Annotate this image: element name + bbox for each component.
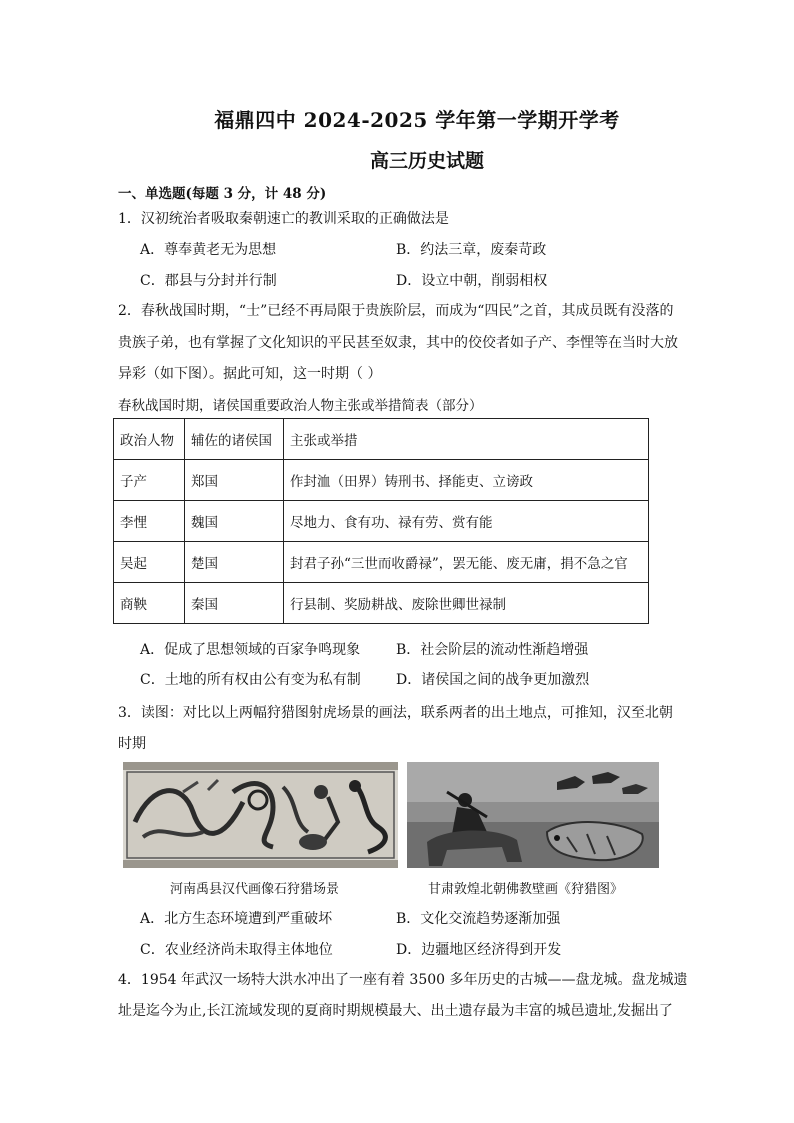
q1-option-a: A．尊奉黄老无为思想	[140, 242, 277, 258]
table-row	[114, 542, 649, 583]
q1-option-d: D．设立中朝，削弱相权	[396, 273, 548, 289]
q2-option-d: D．诸侯国之间的战争更加激烈	[396, 672, 590, 688]
politics-table	[113, 418, 649, 624]
q3-option-c: C．农业经济尚未取得主体地位	[140, 942, 333, 958]
section-heading: 一、单选题(每题 3 分，计 48 分)	[118, 186, 327, 202]
table-cell: 吴起	[114, 542, 185, 583]
table-cell: 李悝	[114, 501, 185, 542]
table-cell: 秦国	[185, 583, 284, 624]
table-header-cell: 辅佐的诸侯国	[185, 419, 284, 460]
q2-stem-line-2: 贵族子弟，也有掌握了文化知识的平民甚至奴隶，其中的佼佼者如子产、李悝等在当时大放	[118, 335, 678, 351]
table-header-cell: 政治人物	[114, 419, 185, 460]
q1-option-b: B．约法三章，废秦苛政	[396, 242, 547, 258]
stone-relief-hunting-image	[123, 762, 398, 868]
caption-dunhuang-mural: 甘肃敦煌北朝佛教壁画《狩猎图》	[428, 882, 624, 897]
q2-table-caption: 春秋战国时期，诸侯国重要政治人物主张或举措简表（部分）	[118, 398, 483, 414]
table-cell: 魏国	[185, 501, 284, 542]
q2-option-a: A．促成了思想领域的百家争鸣现象	[140, 642, 361, 658]
q2-stem-line-1: 2．春秋战国时期，“士”已经不再局限于贵族阶层，而成为“四民”之首，其成员既有没落的	[118, 303, 674, 319]
table-row	[114, 460, 649, 501]
exam-subtitle: 高三历史试题	[369, 150, 484, 172]
exam-title: 福鼎四中 2024-2025 学年第一学期开学考	[214, 108, 620, 132]
table-cell: 尽地力、食有功、禄有劳、赏有能	[284, 501, 649, 542]
table-cell: 郑国	[185, 460, 284, 501]
table-cell: 子产	[114, 460, 185, 501]
table-header-cell: 主张或举措	[284, 419, 649, 460]
q3-stem-line-1: 3．读图：对比以上两幅狩猎图射虎场景的画法，联系两者的出土地点，可推知，汉至北朝	[118, 705, 673, 721]
q2-option-c: C．土地的所有权由公有变为私有制	[140, 672, 361, 688]
table-header-row	[114, 419, 649, 460]
table-cell: 行县制、奖励耕战、废除世卿世禄制	[284, 583, 649, 624]
table-cell: 楚国	[185, 542, 284, 583]
q3-option-a: A．北方生态环境遭到严重破坏	[140, 911, 333, 927]
dunhuang-mural-hunting-image	[407, 762, 659, 868]
q4-stem-line-1: 4．1954 年武汉一场特大洪水冲出了一座有着 3500 多年历史的古城——盘龙城。盘龙城遗	[118, 972, 688, 988]
q2-stem-line-3: 异彩（如下图）。据此可知，这一时期（ ）	[118, 366, 382, 382]
table-cell: 作封洫（田界）铸刑书、择能吏、立谤政	[284, 460, 649, 501]
table-cell: 封君子孙“三世而收爵禄”，罢无能、废无庸，捐不急之官	[284, 542, 649, 583]
q1-option-c: C．郡县与分封并行制	[140, 273, 277, 289]
table-row	[114, 583, 649, 624]
q3-option-b: B．文化交流趋势逐渐加强	[396, 911, 561, 927]
q2-option-b: B．社会阶层的流动性渐趋增强	[396, 642, 589, 658]
table-cell: 商鞅	[114, 583, 185, 624]
q4-stem-line-2: 址是迄今为止,长江流域发现的夏商时期规模最大、出土遗存最为丰富的城邑遗址,发掘出了	[118, 1003, 673, 1019]
table-row	[114, 501, 649, 542]
q1-stem: 1．汉初统治者吸取秦朝速亡的教训采取的正确做法是	[118, 211, 449, 227]
q3-option-d: D．边疆地区经济得到开发	[396, 942, 562, 958]
q3-stem-line-2: 时期	[118, 736, 146, 752]
caption-stone-relief: 河南禹县汉代画像石狩猎场景	[170, 882, 340, 897]
